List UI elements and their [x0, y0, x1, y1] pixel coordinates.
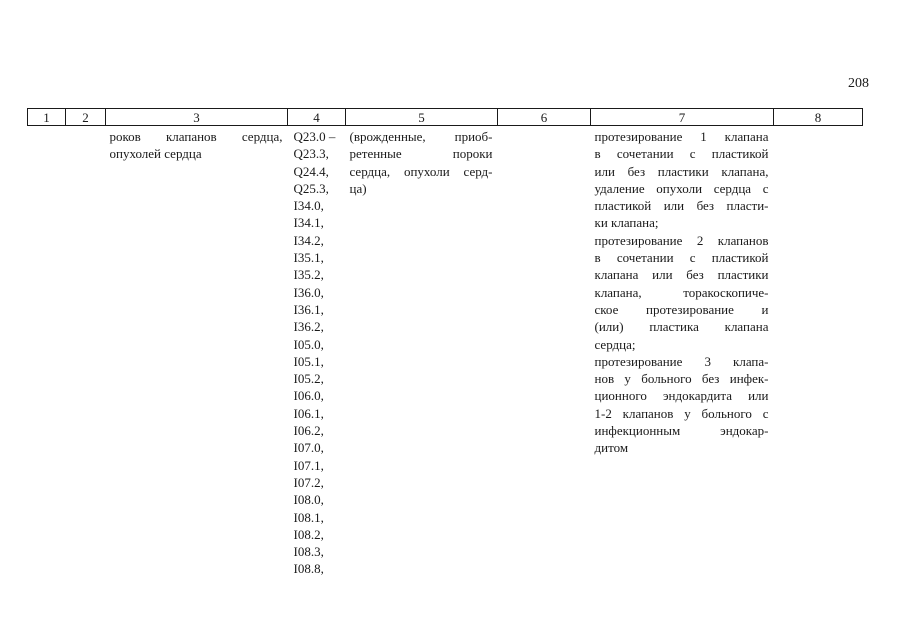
col5-line: сердца, опухоли серд-	[349, 163, 493, 179]
cell-col-5	[346, 126, 498, 578]
col3-line: опухолей сердца	[109, 146, 202, 162]
header-col-2: 2	[66, 109, 106, 126]
icd-code: I07.0,	[293, 440, 324, 456]
col7-line: сердца;	[594, 336, 636, 352]
col7-line: протезирование 3 клапа-	[594, 353, 769, 369]
col7-line: ционного эндокардита или	[594, 388, 769, 404]
icd-code: I35.1,	[293, 250, 324, 266]
icd-code: I05.2,	[293, 371, 324, 387]
cell-col-2	[66, 126, 106, 578]
header-col-3: 3	[106, 109, 288, 126]
col7-line: протезирование 2 клапанов	[594, 232, 769, 248]
header-col-6: 6	[498, 109, 591, 126]
col7-line: ское протезирование и	[594, 301, 769, 317]
cell-col-4	[288, 126, 346, 578]
icd-code: I08.3,	[293, 544, 324, 560]
page-number: 208	[848, 76, 869, 91]
header-row	[28, 109, 863, 126]
icd-code: I06.2,	[293, 423, 324, 439]
header-col-7: 7	[591, 109, 774, 126]
col7-line: инфекционным эндокар-	[594, 423, 769, 439]
col7-line: пластикой или без пласти-	[594, 198, 769, 214]
icd-code: I05.1,	[293, 353, 324, 369]
col7-line: нов у больного без инфек-	[594, 371, 769, 387]
col7-line: ки клапана;	[594, 215, 659, 231]
icd-code: I07.1,	[293, 457, 324, 473]
col7-line: протезирование 1 клапана	[594, 129, 769, 144]
icd-code: Q25.3,	[293, 180, 329, 196]
icd-code: I36.1,	[293, 301, 324, 317]
col5-line: ретенные пороки	[349, 146, 493, 162]
col7-line: или без пластики клапана,	[594, 163, 769, 179]
col7-line: в сочетании с пластикой	[594, 250, 769, 266]
icd-code: I06.1,	[293, 405, 324, 421]
data-table	[27, 108, 863, 578]
col7-line: клапана, торакоскопиче-	[594, 284, 769, 300]
icd-code: I35.2,	[293, 267, 324, 283]
icd-code: I05.0,	[293, 336, 324, 352]
table-row	[28, 126, 863, 578]
icd-code: I08.2,	[293, 526, 324, 542]
cell-col-3	[106, 126, 288, 578]
icd-code: I34.2,	[293, 232, 324, 248]
col7-line: в сочетании с пластикой	[594, 146, 769, 162]
icd-code: I07.2,	[293, 474, 324, 490]
icd-code: I34.0,	[293, 198, 324, 214]
col5-line: ца)	[349, 180, 367, 196]
icd-code: I36.0,	[293, 284, 324, 300]
cell-col-8	[774, 126, 863, 578]
icd-code: I08.1,	[293, 509, 324, 525]
col7-line: дитом	[594, 440, 629, 456]
icd-code: Q24.4,	[293, 163, 329, 179]
icd-code: I34.1,	[293, 215, 324, 231]
cell-col-7	[591, 126, 774, 578]
col3-line: роков клапанов сердца,	[109, 129, 283, 144]
header-col-5: 5	[346, 109, 498, 126]
col7-line: (или) пластика клапана	[594, 319, 769, 335]
header-col-4: 4	[288, 109, 346, 126]
cell-col-1	[28, 126, 66, 578]
icd-code: Q23.3,	[293, 146, 329, 162]
header-col-1: 1	[28, 109, 66, 126]
cell-col-6	[498, 126, 591, 578]
icd-code: I08.0,	[293, 492, 324, 508]
col7-line: удаление опухоли сердца с	[594, 180, 769, 196]
col5-line: (врожденные, приоб-	[349, 129, 493, 144]
col7-line: клапана или без пластики	[594, 267, 769, 283]
icd-code: I08.8,	[293, 561, 324, 577]
header-col-8: 8	[774, 109, 863, 126]
icd-code: Q23.0 –	[293, 129, 336, 144]
icd-code: I36.2,	[293, 319, 324, 335]
icd-code: I06.0,	[293, 388, 324, 404]
col7-line: 1-2 клапанов у больного с	[594, 405, 769, 421]
